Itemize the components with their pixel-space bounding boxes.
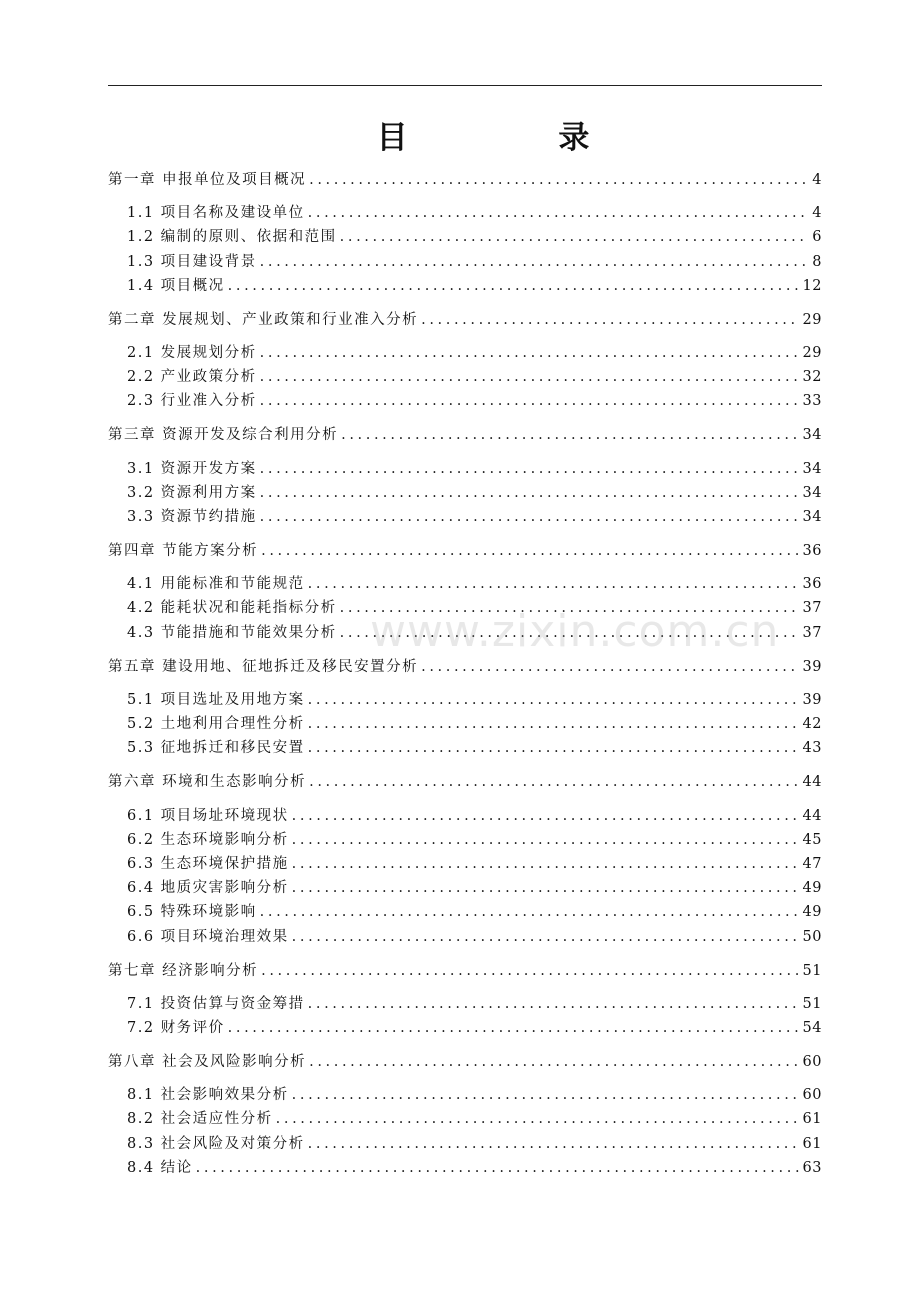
toc-entry-label: 6.2 生态环境影响分析 (127, 831, 289, 848)
toc-page-number: 37 (802, 624, 822, 641)
toc-entry-label: 第三章 资源开发及综合利用分析 (108, 427, 339, 444)
toc-page-number: 51 (802, 995, 822, 1012)
toc-dot-leader (292, 876, 800, 900)
toc-entry-label: 7.1 投资估算与资金筹措 (127, 995, 305, 1012)
toc-page-number: 6 (812, 229, 822, 246)
toc-entry-label: 第七章 经济影响分析 (108, 962, 259, 979)
toc-entry-label: 3.2 资源利用方案 (127, 484, 257, 501)
toc-entry-label: 6.1 项目场址环境现状 (127, 807, 289, 824)
toc-section-entry[interactable] (108, 572, 822, 596)
toc-entry-label: 6.5 特殊环境影响 (127, 904, 257, 921)
toc-section-entry[interactable] (108, 250, 822, 274)
toc-dot-leader (261, 539, 799, 563)
toc-dot-leader (309, 168, 809, 192)
toc-section-entry[interactable] (108, 505, 822, 529)
toc-section-entry[interactable] (108, 1083, 822, 1107)
toc-page-number: 49 (802, 904, 822, 921)
toc-page-number: 60 (802, 1054, 822, 1071)
toc-section-entry[interactable] (108, 925, 822, 949)
toc-section-entry[interactable] (108, 225, 822, 249)
toc-dot-leader (260, 457, 800, 481)
toc-section-entry[interactable] (108, 992, 822, 1016)
toc-dot-leader (260, 481, 800, 505)
toc-dot-leader (308, 1132, 800, 1156)
toc-page-number: 39 (802, 658, 822, 675)
toc-section-entry[interactable] (108, 852, 822, 876)
toc-page-number: 29 (802, 345, 822, 362)
toc-entry-label: 7.2 财务评价 (127, 1019, 225, 1036)
toc-section-entry[interactable] (108, 596, 822, 620)
toc-chapter-entry[interactable] (108, 308, 822, 332)
toc-entry-label: 第六章 环境和生态影响分析 (108, 774, 307, 791)
toc-entry-label: 1.4 项目概况 (127, 277, 225, 294)
toc-section-entry[interactable] (108, 274, 822, 298)
toc-section-entry[interactable] (108, 389, 822, 413)
toc-dot-leader (260, 365, 800, 389)
toc-dot-leader (292, 828, 800, 852)
toc-entry-label: 4.1 用能标准和节能规范 (127, 576, 305, 593)
toc-entry-label: 5.2 土地利用合理性分析 (127, 716, 305, 733)
toc-section-entry[interactable] (108, 1016, 822, 1040)
toc-entry-label: 5.3 征地拆迁和移民安置 (127, 740, 305, 757)
toc-page-number: 36 (802, 576, 822, 593)
toc-dot-leader (260, 341, 800, 365)
toc-dot-leader (309, 1050, 799, 1074)
toc-entry-label: 6.4 地质灾害影响分析 (127, 880, 289, 897)
toc-page-number: 36 (802, 543, 822, 560)
toc-chapter-entry[interactable] (108, 770, 822, 794)
toc-dot-leader (421, 308, 799, 332)
toc-page-number: 12 (802, 277, 822, 294)
toc-entry-label: 8.2 社会适应性分析 (127, 1111, 273, 1128)
toc-dot-leader (340, 621, 800, 645)
toc-entry-label: 3.1 资源开发方案 (127, 460, 257, 477)
toc-page-number: 4 (812, 205, 822, 222)
toc-dot-leader (308, 712, 800, 736)
toc-page-number: 44 (802, 774, 822, 791)
toc-page-number: 33 (802, 393, 822, 410)
toc-page-number: 63 (802, 1159, 822, 1176)
toc-dot-leader (308, 201, 810, 225)
toc-page-number: 61 (802, 1135, 822, 1152)
toc-page-number: 44 (802, 807, 822, 824)
toc-section-entry[interactable] (108, 457, 822, 481)
toc-entry-label: 6.3 生态环境保护措施 (127, 855, 289, 872)
toc-page-number: 42 (802, 716, 822, 733)
toc-entry-label: 第五章 建设用地、征地拆迁及移民安置分析 (108, 658, 419, 675)
toc-chapter-entry[interactable] (108, 1050, 822, 1074)
toc-page-number: 43 (802, 740, 822, 757)
toc-dot-leader (421, 655, 799, 679)
toc-dot-leader (260, 250, 810, 274)
toc-entry-label: 8.3 社会风险及对策分析 (127, 1135, 305, 1152)
toc-entry-label: 1.3 项目建设背景 (127, 253, 257, 270)
toc-page-number: 39 (802, 691, 822, 708)
toc-entry-label: 4.2 能耗状况和能耗指标分析 (127, 600, 337, 617)
toc-dot-leader (292, 1083, 800, 1107)
toc-chapter-entry[interactable] (108, 655, 822, 679)
toc-chapter-entry[interactable] (108, 168, 822, 192)
toc-page-number: 8 (812, 253, 822, 270)
toc-dot-leader (309, 770, 799, 794)
toc-dot-leader (341, 423, 799, 447)
toc-dot-leader (292, 925, 800, 949)
toc-page-number: 32 (802, 369, 822, 386)
toc-entry-label: 5.1 项目选址及用地方案 (127, 691, 305, 708)
toc-page-number: 4 (812, 172, 822, 188)
toc-page-number: 60 (802, 1087, 822, 1104)
toc-section-entry[interactable] (108, 341, 822, 365)
toc-page-number: 54 (802, 1019, 822, 1036)
toc-section-entry[interactable] (108, 365, 822, 389)
toc-dot-leader (260, 900, 800, 924)
toc-dot-leader (260, 389, 800, 413)
toc-dot-leader (261, 959, 799, 983)
toc-entry-label: 2.3 行业准入分析 (127, 393, 257, 410)
toc-section-entry[interactable] (108, 804, 822, 828)
toc-chapter-entry[interactable] (108, 539, 822, 563)
page-title: 目 录 (376, 120, 660, 156)
toc-entry-label: 第一章 申报单位及项目概况 (108, 172, 307, 188)
toc-section-entry[interactable] (108, 481, 822, 505)
toc-dot-leader (292, 804, 800, 828)
toc-section-entry[interactable] (108, 201, 822, 225)
toc-entry-label: 4.3 节能措施和节能效果分析 (127, 624, 337, 641)
toc-entry-label: 2.2 产业政策分析 (127, 369, 257, 386)
toc-page-number: 34 (802, 509, 822, 526)
toc-section-entry[interactable] (108, 621, 822, 645)
toc-page-number: 29 (802, 311, 822, 328)
toc-page-number: 34 (802, 460, 822, 477)
toc-section-entry[interactable] (108, 876, 822, 900)
toc-section-entry[interactable] (108, 1156, 822, 1180)
toc-dot-leader (308, 688, 800, 712)
toc-entry-label: 第二章 发展规划、产业政策和行业准入分析 (108, 311, 419, 328)
toc-page-number: 51 (802, 962, 822, 979)
toc-dot-leader (228, 1016, 800, 1040)
toc-chapter-entry[interactable] (108, 959, 822, 983)
watermark: www.zixin.com.cn (370, 606, 780, 657)
toc-page-number: 45 (802, 831, 822, 848)
toc-dot-leader (308, 736, 800, 760)
table-of-contents (108, 168, 822, 1180)
toc-section-entry[interactable] (108, 688, 822, 712)
toc-page-number: 61 (802, 1111, 822, 1128)
toc-section-entry[interactable] (108, 1132, 822, 1156)
toc-dot-leader (260, 505, 800, 529)
toc-entry-label: 2.1 发展规划分析 (127, 345, 257, 362)
toc-dot-leader (308, 572, 800, 596)
toc-entry-label: 1.1 项目名称及建设单位 (127, 205, 305, 222)
toc-entry-label: 8.1 社会影响效果分析 (127, 1087, 289, 1104)
toc-section-entry[interactable] (108, 1107, 822, 1131)
toc-page-number: 37 (802, 600, 822, 617)
toc-dot-leader (276, 1107, 800, 1131)
toc-page-number: 47 (802, 855, 822, 872)
toc-page-number: 34 (802, 484, 822, 501)
toc-entry-label: 8.4 结论 (127, 1159, 193, 1176)
toc-entry-label: 1.2 编制的原则、依据和范围 (127, 229, 337, 246)
toc-dot-leader (308, 992, 800, 1016)
toc-section-entry[interactable] (108, 736, 822, 760)
toc-dot-leader (340, 225, 810, 249)
toc-entry-label: 第八章 社会及风险影响分析 (108, 1054, 307, 1071)
toc-page-number: 34 (802, 427, 822, 444)
toc-page-number: 50 (802, 928, 822, 945)
header-rule (108, 85, 822, 86)
toc-chapter-entry[interactable] (108, 423, 822, 447)
toc-section-entry[interactable] (108, 712, 822, 736)
toc-entry-label: 6.6 项目环境治理效果 (127, 928, 289, 945)
toc-section-entry[interactable] (108, 900, 822, 924)
toc-section-entry[interactable] (108, 828, 822, 852)
toc-dot-leader (292, 852, 800, 876)
toc-dot-leader (196, 1156, 800, 1180)
toc-page-number: 49 (802, 880, 822, 897)
toc-dot-leader (228, 274, 800, 298)
toc-dot-leader (340, 596, 800, 620)
toc-entry-label: 3.3 资源节约措施 (127, 509, 257, 526)
toc-entry-label: 第四章 节能方案分析 (108, 543, 259, 560)
